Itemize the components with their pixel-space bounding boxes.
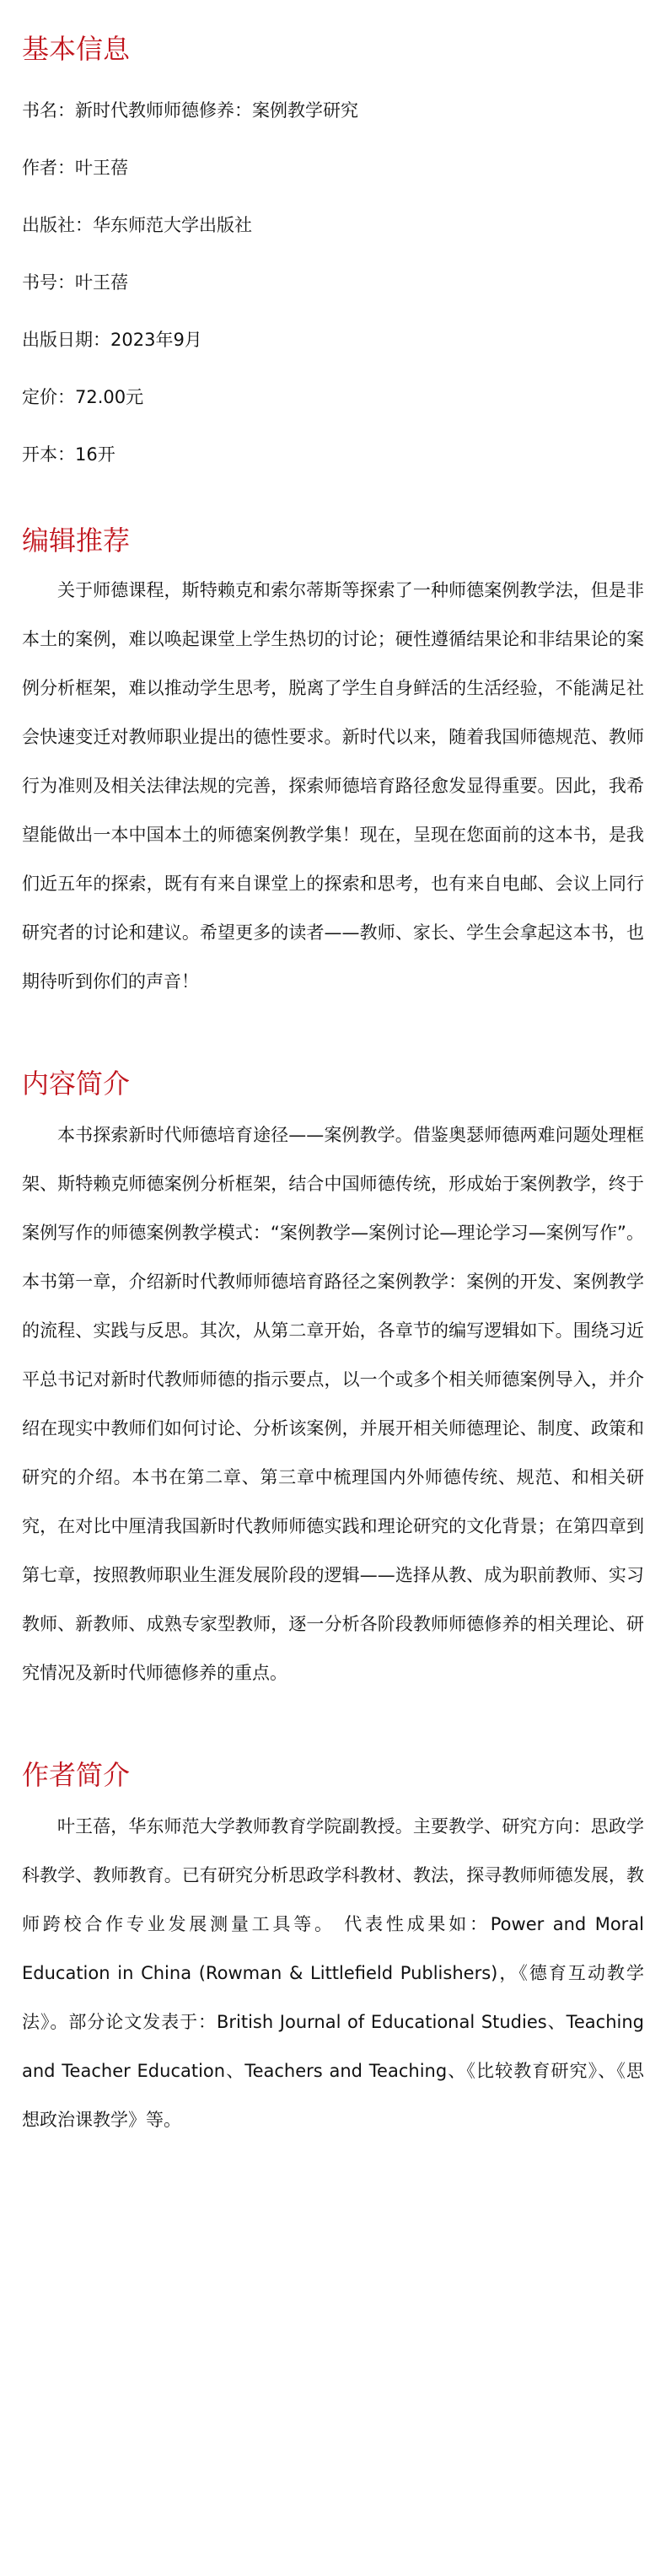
- editor-recommendation-text: 关于师德课程，斯特赖克和索尔蒂斯等探索了一种师德案例教学法，但是非本土的案例，难以唤起课堂上学生热切的讨论；硬性遵循结果论和非结果论的案例分析框架，难以推动学生思考，脱离了学生自身鲜活的生活经验，不能满足社会快速变迁对教师职业提出的德性要求。新时代以来，随着我国师德规范、教师行为准则及相关法律法规的完善，探索师德培育路径愈发显得重要。因此，我希望能做出一本中国本土的师德案例教学集！现在，呈现在您面前的这本书，是我们近五年的探索，既有有来自课堂上的探索和思考，也有来自电邮、会议上同行研究者的讨论和建议。希望更多的读者——教师、家长、学生会拿起这本书，也期待听到你们的声音！: [22, 580, 644, 992]
- author-intro-text: 叶王蓓，华东师范大学教师教育学院副教授。主要教学、研究方向：思政学科教学、教师教育。已有研究分析思政学科教材、教法，探寻教师师德发展，教师跨校合作专业发展测量工具等。 代表性成果如：Power and Moral Education in China (Rowman & Littlefield Publishers)，《德育互动教学法》。部分论文发表于：British Journal of Educational Studies、Teaching and Teacher Education、Teachers and Teaching、《比较教育研究》、《思想政治课教学》等。: [22, 1816, 644, 2130]
- author-intro-title: 作者简介: [22, 1759, 131, 1791]
- info-row-book-title: 书名：新时代教师师德修养：案例教学研究: [22, 100, 358, 121]
- basic-info-list: [22, 98, 644, 467]
- editor-recommendation-section: [22, 524, 644, 1006]
- basic-info-title: 基本信息: [22, 33, 131, 65]
- info-row-publisher: 出版社：华东师范大学出版社: [22, 215, 252, 235]
- editor-recommendation-title: 编辑推荐: [22, 524, 131, 557]
- content-summary-text: 本书探索新时代师德培育途径——案例教学。借鉴奥瑟师德两难问题处理框架、斯特赖克师德案例分析框架，结合中国师德传统，形成始于案例教学，终于案例写作的师德案例教学模式：“案例教学—案例讨论—理论学习—案例写作”。本书第一章，介绍新时代教师师德培育路径之案例教学：案例的开发、案例教学的流程、实践与反思。其次，从第二章开始，各章节的编写逻辑如下。围绕习近平总书记对新时代教师师德的指示要点，以一个或多个相关师德案例导入，并介绍在现实中教师们如何讨论、分析该案例，并展开相关师德理论、制度、政策和研究的介绍。本书在第二章、第三章中梳理国内外师德传统、规范、和相关研究，在对比中厘清我国新时代教师师德实践和理论研究的文化背景；在第四章到第七章，按照教师职业生涯发展阶段的逻辑——选择从教、成为职前教师、实习教师、新教师、成熟专家型教师，逐一分析各阶段教师师德修养的相关理论、研究情况及新时代师德修养的重点。: [22, 1125, 644, 1683]
- content-summary-section: [22, 1067, 644, 1697]
- info-row-author: 作者：叶王蓓: [22, 158, 128, 178]
- info-row-publish-date: 出版日期：2023年9月: [22, 330, 202, 350]
- content-summary-title: 内容简介: [22, 1068, 131, 1100]
- info-row-format: 开本：16开: [22, 444, 115, 465]
- author-intro-section: [22, 1758, 644, 2144]
- basic-info-section: [22, 0, 644, 467]
- info-row-price: 定价：72.00元: [22, 387, 144, 407]
- info-row-isbn: 书号：叶王蓓: [22, 272, 128, 293]
